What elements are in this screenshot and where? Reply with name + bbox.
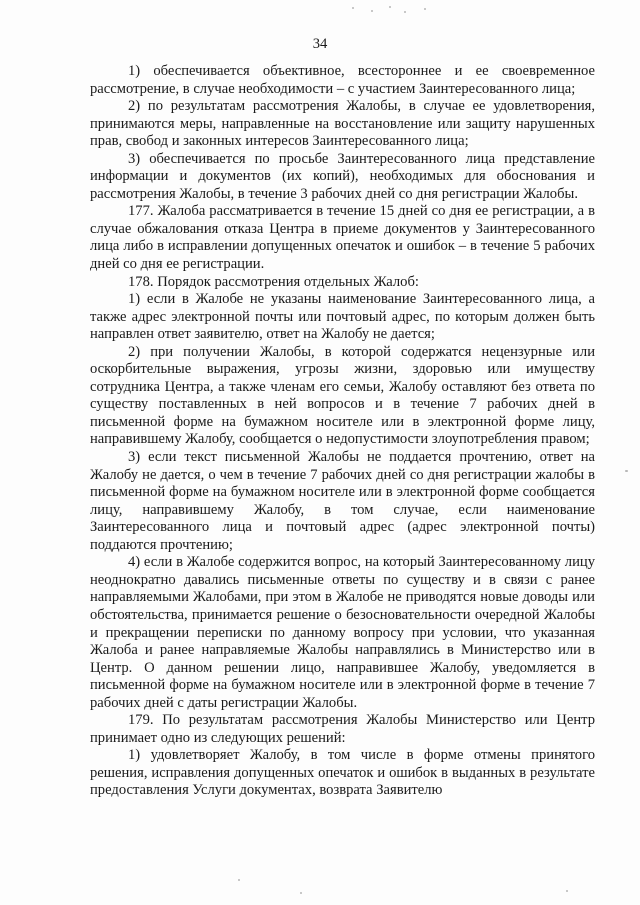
paragraph-179-item-1: 1) удовлетворяет Жалобу, в том числе в форме отмены принятого решения, исправления допущенных опечаток и ошибок в выданных в результате предоставления Услуги документах, возврата Заявителю xyxy=(90,747,595,799)
scan-speck xyxy=(625,470,628,472)
paragraph-178: 178. Порядок рассмотрения отдельных Жалоб: xyxy=(128,273,419,290)
scan-speck xyxy=(566,890,568,892)
scan-speck xyxy=(352,7,354,9)
paragraph-178-item-2: 2) при получении Жалобы, в которой содержатся нецензурные или оскорбительные выражения, угрозы жизни, здоровью или имуществу сотрудника Центра, а также членам его семьи, Жалобу оставляют без ответа по существу поставленных в ней вопросов и в течение 7 рабочих дней в письменной форме на бумажном носителе или в электронной форме лицу, направившему Жалобу, сообщается о недопустимости злоупотребления правом; xyxy=(90,343,595,448)
document-body xyxy=(90,63,595,800)
paragraph-consideration-measures: 2) по результатам рассмотрения Жалобы, в случае ее удовлетворения, принимаются меры, направленные на восстановление или защиту нарушенных прав, свобод и законных интересов Заинтересованного лица; xyxy=(90,98,595,150)
paragraph-177: 177. Жалоба рассматривается в течение 15 дней со дня ее регистрации, а в случае обжалования отказа Центра в приеме документов у Заинтересованного лица либо в исправлении допущенных опечаток и ошибок – в течение 5 рабочих дней со дня ее регистрации. xyxy=(90,203,595,273)
scan-speck xyxy=(404,11,406,13)
paragraph-consideration-information: 3) обеспечивается по просьбе Заинтересованного лица представление информации и документов (их копий), необходимых для обоснования и рассмотрения Жалобы, в течение 3 рабочих дней со дня регистрации Жалобы. xyxy=(90,150,595,202)
scan-speck xyxy=(238,879,240,881)
scan-speck xyxy=(371,10,373,12)
page-number: 34 xyxy=(312,36,328,52)
paragraph-179: 179. По результатам рассмотрения Жалобы Министерство или Центр принимает одно из следующих решений: xyxy=(90,712,595,746)
paragraph-178-item-4: 4) если в Жалобе содержится вопрос, на который Заинтересованному лицу неоднократно давались письменные ответы по существу и в связи с ранее направляемыми Жалобами, при этом в Жалобе не приводятся новые доводы или обстоятельства, принимается решение о безосновательности очередной Жалобы и прекращении переписки по данному вопросу при условии, что указанная Жалоба и ранее направляемые Жалобы направлялись в Министерство или в Центр. О данном решении лицо, направившее Жалобу, уведомляется в письменной форме на бумажном носителе или в электронной форме в течение 7 рабочих дней с даты регистрации Жалобы. xyxy=(90,554,595,711)
paragraph-consideration-objective: 1) обеспечивается объективное, всестороннее и ее своевременное рассмотрение, в случае необходимости – с участием Заинтересованного лица; xyxy=(90,63,595,97)
paragraph-178-item-3: 3) если текст письменной Жалобы не поддается прочтению, ответ на Жалобу не дается, о чем в течение 7 рабочих дней со дня регистрации жалобы в письменной форме на бумажном носителе или в электронной форме сообщается лицу, направившему Жалобу, в том случае, если наименование Заинтересованного лица и почтовый адрес (адрес электронной почты) поддаются прочтению; xyxy=(90,449,595,553)
scan-speck xyxy=(300,892,302,894)
scan-speck xyxy=(424,8,426,10)
paragraph-178-item-1: 1) если в Жалобе не указаны наименование Заинтересованного лица, а также адрес электронной почты или почтовый адрес, по которым должен быть направлен ответ заявителю, ответ на Жалобу не дается; xyxy=(90,291,595,343)
scan-speck xyxy=(389,6,391,8)
